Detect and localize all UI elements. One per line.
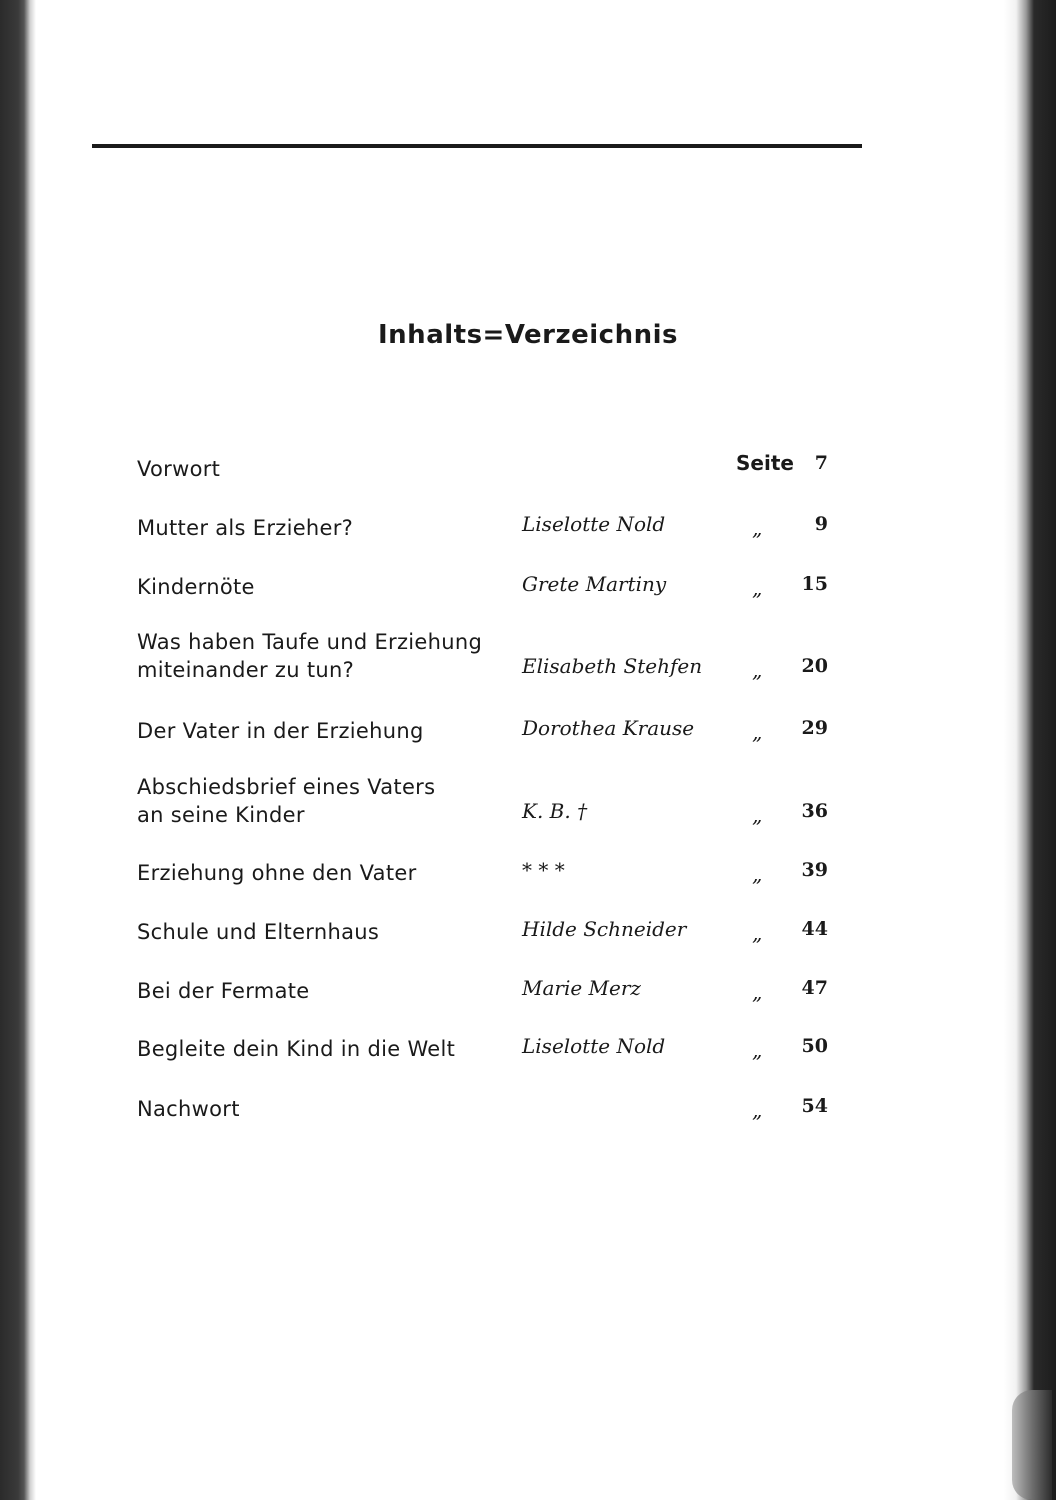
toc-entry-page: 29 — [801, 717, 828, 739]
toc-entry-author: Elisabeth Stehfen — [522, 654, 703, 678]
toc-entry-author: Dorothea Krause — [522, 716, 695, 740]
toc-entry-author: Marie Merz — [522, 976, 641, 1000]
toc-entry-page: 50 — [801, 1035, 828, 1057]
toc-entry-title: Schule und Elternhaus — [137, 920, 380, 944]
toc-ditto-mark: „ — [752, 862, 763, 886]
toc-entry-page: 20 — [801, 655, 828, 677]
page-title: Inhalts=Verzeichnis — [378, 320, 678, 350]
toc-entry-page: 9 — [814, 513, 828, 535]
toc-ditto-mark: „ — [752, 803, 763, 827]
toc-ditto-mark: „ — [752, 980, 763, 1004]
toc-entry-author: Liselotte Nold — [522, 1034, 666, 1058]
toc-entry-page: 36 — [801, 800, 828, 822]
toc-entry-author: * * * — [522, 858, 565, 882]
toc-ditto-mark: „ — [752, 1098, 763, 1122]
toc-entry-author: Grete Martiny — [522, 572, 667, 596]
toc-entry-title: Was haben Taufe und Erziehung miteinander zu tun? — [137, 630, 483, 682]
toc-entry-author: Liselotte Nold — [522, 512, 666, 536]
toc-ditto-mark: „ — [752, 516, 763, 540]
toc-entry-author: K. B. † — [522, 799, 588, 823]
toc-ditto-mark: „ — [752, 1038, 763, 1062]
toc-entry-page: 39 — [801, 859, 828, 881]
toc-entry-title: Der Vater in der Erziehung — [137, 719, 424, 743]
toc-entry-title: Nachwort — [137, 1097, 240, 1121]
toc-entry-page: 7 — [814, 452, 828, 474]
toc-entry-title: Erziehung ohne den Vater — [137, 861, 417, 885]
toc-ditto-mark: „ — [752, 658, 763, 682]
toc-ditto-mark: „ — [752, 921, 763, 945]
toc-entry-title: Bei der Fermate — [137, 979, 310, 1003]
toc-entry-page: 47 — [801, 977, 828, 999]
toc-entry-page: 15 — [801, 573, 828, 595]
toc-entry-title: Kindernöte — [137, 575, 255, 599]
toc-ditto-mark: „ — [752, 576, 763, 600]
toc-entry-author: Hilde Schneider — [522, 917, 687, 941]
toc-entry-title: Vorwort — [137, 457, 221, 481]
toc-seite-label: Seite — [736, 451, 794, 475]
toc-entry-page: 54 — [801, 1095, 828, 1117]
toc-entry-title: Mutter als Erzieher? — [137, 516, 354, 540]
toc-entry-title: Abschiedsbrief eines Vaters an seine Kinder — [137, 775, 436, 827]
toc-ditto-mark: „ — [752, 720, 763, 744]
toc-entry-page: 44 — [801, 918, 828, 940]
toc-entry-title: Begleite dein Kind in die Welt — [137, 1037, 456, 1061]
